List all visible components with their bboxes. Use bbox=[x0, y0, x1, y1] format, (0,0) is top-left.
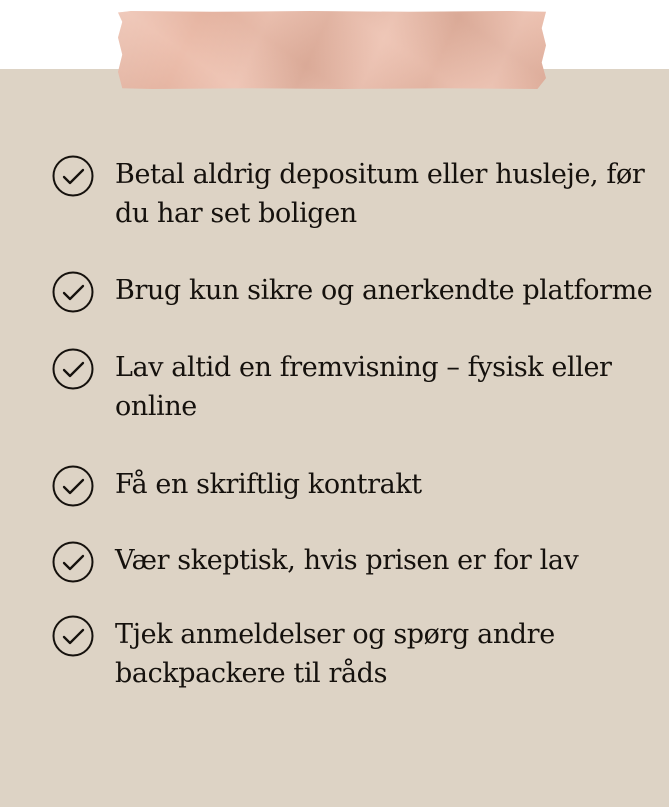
list-item-label: Betal aldrig depositum eller husleje, før du har set boligen bbox=[115, 159, 645, 229]
list-item-label: Tjek anmeldelser og spørg andre backpackere til råds bbox=[115, 619, 555, 689]
list-item-label: Få en skriftlig kontrakt bbox=[115, 469, 422, 500]
list-item-label: Vær skeptisk, hvis prisen er for lav bbox=[115, 545, 579, 576]
circle-check-icon bbox=[52, 541, 94, 583]
circle-check-icon bbox=[52, 271, 94, 313]
circle-check-icon bbox=[52, 465, 94, 507]
list-item-label: Brug kun sikre og anerkendte platforme bbox=[115, 275, 653, 306]
circle-check-icon bbox=[52, 155, 94, 197]
washi-tape bbox=[118, 11, 546, 89]
circle-check-icon bbox=[52, 348, 94, 390]
circle-check-icon bbox=[52, 615, 94, 657]
list-item-label: Lav altid en fremvisning – fysisk eller online bbox=[115, 352, 612, 422]
